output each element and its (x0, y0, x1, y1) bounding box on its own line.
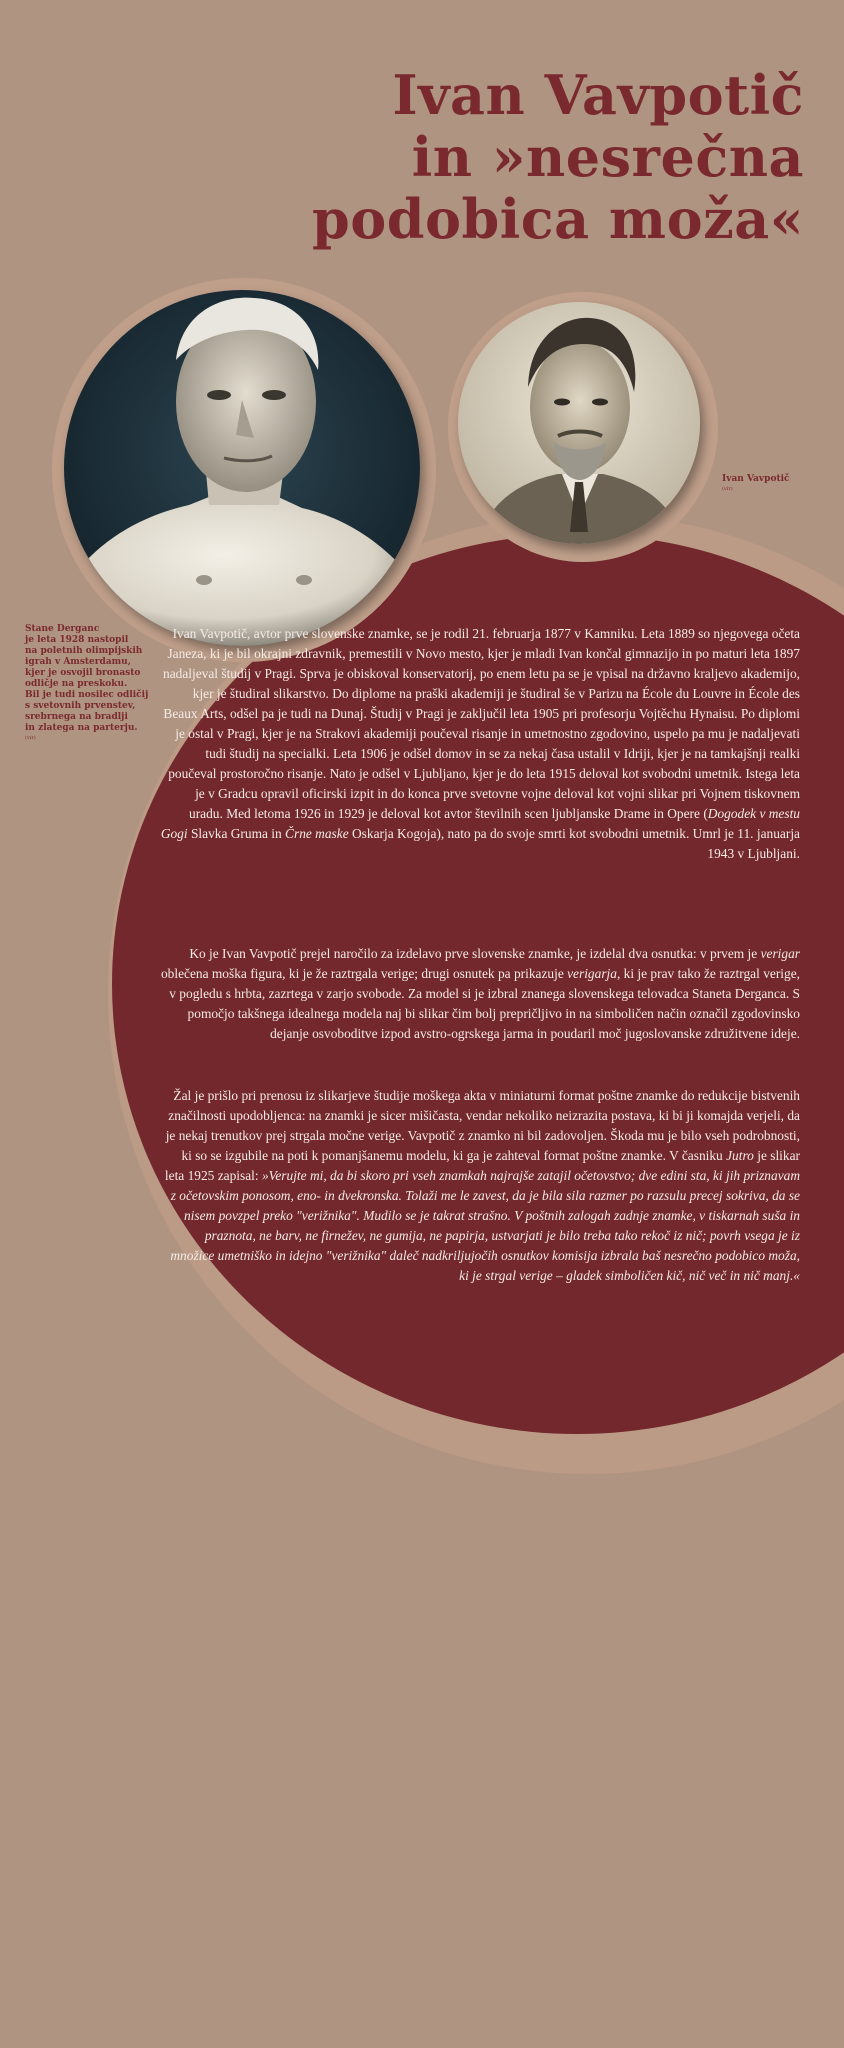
paragraph-italic-text: verigar (760, 946, 800, 961)
caption-derganc-line: srebrnega na bradlji (25, 712, 128, 722)
caption-vavpotic-source: (vir) (722, 486, 733, 492)
caption-derganc-line: na poletnih olimpijskih (25, 646, 143, 656)
paragraph-text: Oskarja Kogoja), nato pa do svoje smrti kot svobodni umetnik. Umrl je 11. januarja 1943 v Ljubljani. (348, 826, 800, 861)
caption-derganc (25, 624, 155, 742)
derganc-portrait-image (64, 290, 420, 646)
caption-derganc-line: Bil je tudi nosilec odličij (25, 690, 149, 700)
caption-vavpotic (722, 474, 822, 493)
paragraph-italic-text: verigarja (567, 966, 617, 981)
vavpotic-portrait-image (458, 302, 700, 544)
photo-ivan-vavpotic (458, 302, 700, 544)
photo-stane-derganc (64, 290, 420, 646)
paragraph-italic-text: Dogodek v mestu Gogi (160, 806, 800, 841)
paragraph-text: Žal je prišlo pri prenosu iz slikarjeve študije moškega akta v miniaturni format poštne znamke do redukcije bistvenih značilnosti upodobljenca: na znamki je sicer mišičasta, vendar nekoliko neizrazita postava, ki bi ji komajda verjeli, da je nekaj trenutkov prej strgala močne verige. Vavpotič z znamko ni bil zadovoljen. Škoda mu je bilo vseh podrobnosti, ki so se izgubile na poti k pomanjšanemu modelu, ki ga je zahteval format poštne znamke. V časniku (165, 1088, 800, 1163)
page-title (312, 64, 804, 250)
paragraph-stamp-reduction (160, 1086, 800, 1286)
caption-derganc-line: odličje na preskoku. (25, 679, 128, 689)
caption-derganc-line: Stane Derganc (25, 624, 100, 634)
caption-derganc-line: s svetovnih prvenstev, (25, 701, 136, 711)
paragraph-italic-text: Črne maske (285, 826, 349, 841)
caption-derganc-line: igrah v Amsterdamu, (25, 657, 131, 667)
caption-derganc-line: kjer je osvojil bronasto (25, 668, 141, 678)
paragraph-text: Ivan Vavpotič, avtor prve slovenske znamke, se je rodil 21. februarja 1877 v Kamniku. Leta 1889 so njegovega očeta Janeza, ki je bil okrajni zdravnik, premestili v Novo mesto, kjer je mladi Ivan končal gimnazijo in po maturi leta 1897 nadaljeval študij v Pragi. Sprva je obiskoval konservatorij, po enem letu pa se je vpisal na državno kraljevo akademijo, kjer je študiral slikarstvo. Do diplome na praški akademiji je študiral še v Parizu na École du Louvre in École des Beaux Arts, odšel pa je tudi na Dunaj. Študij v Pragi je zaključil leta 1905 pri profesorju Vojtěchu Hynaisu. Po diplomi je ostal v Pragi, kjer je na Strakovi akademiji poučeval risanje in umetnostno zgodovino, uspelo pa mu je nadaljevati tudi študij na specialki. Leta 1906 je odšel domov in se za nekaj časa ustalil v Idriji, kjer je na tamkajšnji realki poučeval prostoročno risanje. Nato je odšel v Ljubljano, kjer je do leta 1915 deloval kot svobodni umetnik. Istega leta je v Gradcu opravil oficirski izpit in do konca prve svetovne vojne deloval kot vojni slikar pri Vojnem tiskovnem uradu. Med letoma 1926 in 1929 je deloval kot avtor številnih scen ljubljanske Drame in Opere ( (163, 626, 800, 821)
paragraph-stamp-design (160, 944, 800, 1044)
paragraph-text: je slikar leta 1925 zapisal: (164, 1148, 800, 1183)
paragraph-text: , ki je prav tako že raztrgal verige, v pogledu s hrbta, zazrtega v zarjo svobode. Za model si je izbral znanega slovenskega telovadca Staneta Derganca. S pomočjo takšnega idealnega modela naj bi slikar čim bolj prepričljivo in na simboličen način označil zgodovinsko dejanje osvoboditve izpod avstro-ogrskega jarma in poudaril moč jugoslovanske združitvene ideje. (169, 966, 800, 1041)
title-line-2: in »nesrečna (411, 125, 804, 189)
paragraph-italic-text: Jutro (726, 1148, 754, 1163)
paragraph-text: oblečena moška figura, ki je že raztrgala verige; drugi osnutek pa prikazuje (160, 966, 568, 981)
caption-derganc-source: (vir) (25, 735, 36, 741)
paragraph-biography (160, 624, 800, 864)
paragraph-quote: »Verujte mi, da bi skoro pri vseh znamkah najrajše zatajil očetovstvo; dve edini sta, ki jih priznavam z očetovskim ponosom, eno- in dvekronska. Tolaži me le zavest, da je bila sila razmer po razsulu precej sokriva, da se nisem povzpel preko "verižnika". Mudilo se je takrat strašno. V poštnih zalogah zadnje znamke, v tiskarnah suša in praznota, ne barv, ne firnežev, ne gumija, ne papirja, ustvarjati je bilo treba tako rekoč iz nič; povrh vsega je iz množice umetniško in idejno "verižnika" daleč nadkriljujočih osnutkov komisija izbrala baš nesrečno podobico moža, ki je strgal verige – gladek simboličen kič, nič več in nič manj.« (170, 1168, 800, 1283)
caption-derganc-line: je leta 1928 nastopil (25, 635, 129, 645)
title-line-1: Ivan Vavpotič (392, 63, 804, 127)
caption-derganc-line: in zlatega na parterju. (25, 723, 138, 733)
paragraph-text: Ko je Ivan Vavpotič prejel naročilo za izdelavo prve slovenske znamke, je izdelal dva osnutka: v prvem je (189, 946, 761, 961)
caption-vavpotic-name: Ivan Vavpotič (722, 474, 790, 484)
paragraph-text: Slavka Gruma in (187, 826, 286, 841)
title-line-3: podobica moža« (311, 187, 804, 251)
